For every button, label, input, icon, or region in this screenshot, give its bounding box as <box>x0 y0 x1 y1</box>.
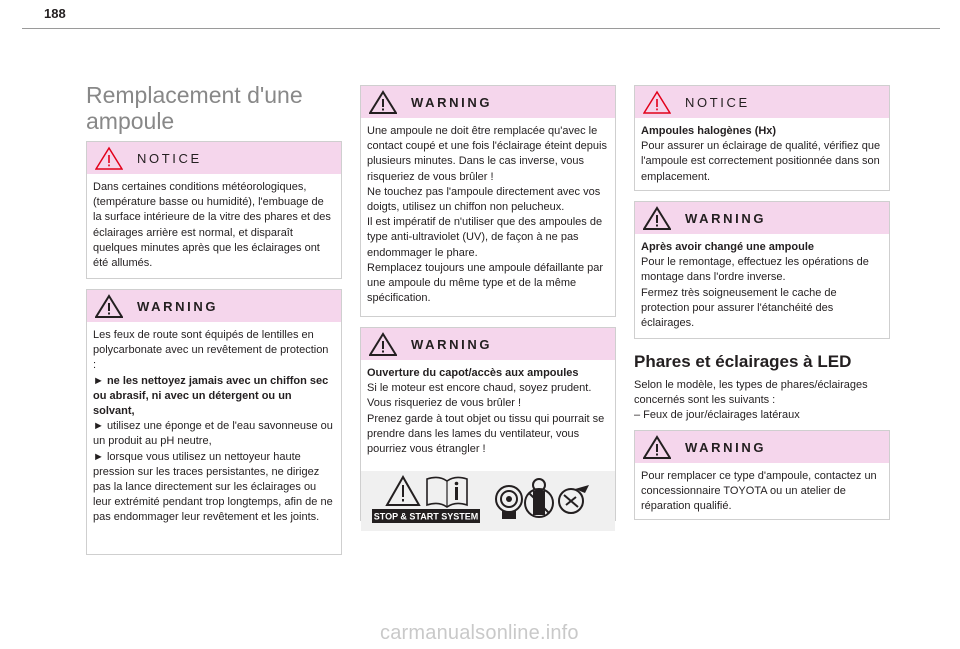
notice-header <box>635 86 889 118</box>
notice-text: Pour assurer un éclairage de qualité, vérifiez que l'ampoule est correctement positionnée dans son emplacement. <box>641 140 881 183</box>
warning-box-after-change <box>634 201 890 339</box>
warning-box-led <box>634 430 890 520</box>
warning-triangle-icon <box>387 477 419 505</box>
notice-label: NOTICE <box>137 150 202 166</box>
warning-header <box>361 328 615 360</box>
warning-header <box>635 202 889 234</box>
warning-header <box>635 431 889 463</box>
pictogram-row <box>361 471 611 531</box>
warning-text-3: Il est impératif de n'utiliser que des ampoules de type anti-ultraviolet (UV), de façon à ne pas endommager le phare. <box>367 216 603 259</box>
notice-triangle-icon <box>643 90 671 114</box>
warning-text-1: Pour le remontage, effectuez les opérations de montage dans l'ordre inverse. <box>641 256 869 284</box>
warning-text-2: Ne touchez pas l'ampoule directement avec vos doigts, utilisez un chiffon non pelucheux. <box>367 185 601 214</box>
page-number: 188 <box>44 6 66 21</box>
no-hand-icon <box>525 479 553 517</box>
warning-label: WARNING <box>411 336 493 352</box>
warning-text-1: Une ampoule ne doit être remplacée qu'avec le contact coupé et une fois l'éclairage éteint depuis plusieurs minutes. Dans le cas inverse, vous risqueriez de vous brûler ! <box>367 125 607 183</box>
warning-triangle-icon <box>643 206 671 230</box>
section-title: Remplacement d'une ampoule <box>86 82 303 134</box>
warning-text-bullet-3: ► lorsque vous utilisez un nettoyeur haute pression sur les traces persistantes, ne dirigez pas la lance directement sur les éclairages ou leur extrémité pendant trop longtemps, afin de ne pas endommager leur revêtement et les joints. <box>93 450 333 524</box>
fan-icon <box>496 486 522 519</box>
warning-subtitle: Ouverture du capot/accès aux ampoules <box>367 367 579 379</box>
warning-text-2: Prenez garde à tout objet ou tissu qui pourrait se prendre dans les lames du ventilateur, vous pourriez vous étrangler ! <box>367 412 605 456</box>
notice-box-halogen <box>634 85 890 191</box>
notice-header <box>87 142 341 174</box>
warning-triangle-icon <box>369 90 397 114</box>
warning-text-4: Remplacez toujours une ampoule défaillante par une ampoule du même type et de la même spécification. <box>367 261 604 305</box>
led-text-1: Selon le modèle, les types de phares/éclairages concernés sont les suivants : <box>634 379 868 407</box>
warning-box-hood-opening <box>360 327 616 521</box>
warning-text-bullet-1: ► ne les nettoyez jamais avec un chiffon sec ou abrasif, ni avec un détergent ou un solvant, <box>93 374 329 418</box>
warning-triangle-icon <box>643 435 671 459</box>
warning-subtitle: Après avoir changé une ampoule <box>641 241 814 253</box>
warning-header <box>87 290 341 322</box>
warning-text-1: Si le moteur est encore chaud, soyez prudent. Vous risqueriez de vous brûler ! <box>367 382 592 410</box>
top-divider <box>22 28 940 29</box>
warning-text-2: Fermez très soigneusement le cache de protection pour assurer l'étanchéité des éclairages. <box>641 286 837 330</box>
warning-header <box>361 86 615 118</box>
notice-triangle-icon <box>95 146 123 170</box>
warning-label: WARNING <box>411 94 493 110</box>
manual-info-icon <box>427 478 467 508</box>
warning-text-bullet-2: ► utilisez une éponge et de l'eau savonneuse ou un produit au pH neutre, <box>93 420 333 448</box>
warning-text-intro: Les feux de route sont équipés de lentilles en polycarbonate avec un revêtement de protection : <box>93 329 329 372</box>
notice-subtitle: Ampoules halogènes (Hx) <box>641 125 777 137</box>
led-text-2: – Feux de jour/éclairages latéraux <box>634 409 800 422</box>
no-tie-icon <box>559 485 589 513</box>
stop-start-label: STOP & START SYSTEM <box>373 511 479 522</box>
warning-box-lens-cleaning <box>86 289 342 555</box>
notice-text: Dans certaines conditions météorologiques, (température basse ou humidité), l'embuage de la surface intérieure de la vitre des phares et des éclairages arrière est normal, et disparaît quelques minutes après que les éclairages ont été allumés. <box>93 181 331 270</box>
notice-box-fogging <box>86 141 342 279</box>
led-paragraph <box>634 378 894 424</box>
warning-triangle-icon <box>95 294 123 318</box>
warning-label: WARNING <box>685 439 767 455</box>
warning-label: WARNING <box>137 298 219 314</box>
warning-label: WARNING <box>685 210 767 226</box>
hazard-pictograms <box>361 471 615 531</box>
warning-text: Pour remplacer ce type d'ampoule, contactez un concessionnaire TOYOTA ou un atelier de réparation qualifié. <box>641 470 877 513</box>
stop-start-icon <box>372 509 480 523</box>
notice-label: NOTICE <box>685 94 750 110</box>
watermark: carmanualsonline.info <box>380 622 579 644</box>
led-heading: Phares et éclairages à LED <box>634 352 852 371</box>
warning-triangle-icon <box>369 332 397 356</box>
warning-box-bulb-replacement <box>360 85 616 317</box>
